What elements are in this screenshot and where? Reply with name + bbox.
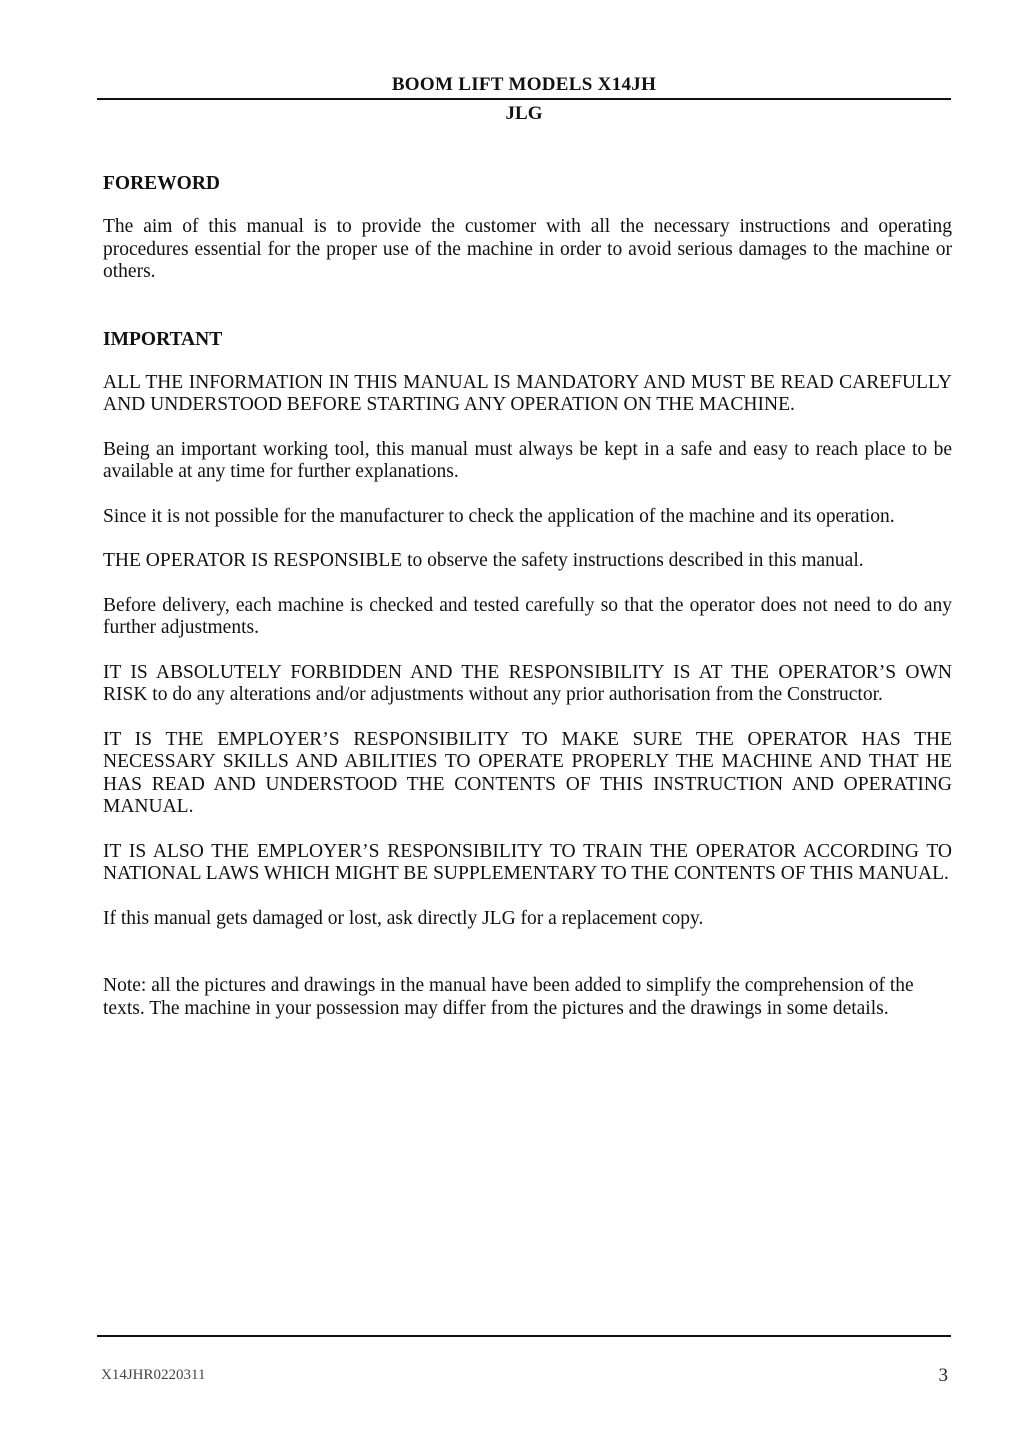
header-title: BOOM LIFT MODELS X14JH: [391, 74, 657, 95]
important-paragraph: THE OPERATOR IS RESPONSIBLE to observe the safety instructions described in this manual.: [103, 550, 864, 571]
page-number: 3: [938, 1365, 948, 1386]
important-paragraph: Since it is not possible for the manufacturer to check the application of the machine and its operation.: [103, 505, 895, 527]
foreword-heading: FOREWORD: [103, 173, 220, 194]
important-paragraph: IT IS THE EMPLOYER’S RESPONSIBILITY TO MAKE SURE THE OPERATOR HAS THE NECESSARY SKILLS AND ABILITIES TO OPERATE PROPERLY THE MACHINE AND THAT HE HAS READ AND UNDERSTOOD THE CONTENTS OF THIS INSTRUCTION AND OPERATING MANUAL.: [103, 728, 952, 817]
important-paragraph: ALL THE INFORMATION IN THIS MANUAL IS MANDATORY AND MUST BE READ CAREFULLY AND UNDERSTOOD BEFORE STARTING ANY OPERATION ON THE MACHINE.: [103, 371, 952, 415]
important-paragraph: Before delivery, each machine is checked and tested carefully so that the operator does not need to do any further adjustments.: [103, 594, 952, 638]
important-paragraph: If this manual gets damaged or lost, ask directly JLG for a replacement copy.: [103, 907, 704, 929]
important-paragraph: IT IS ABSOLUTELY FORBIDDEN AND THE RESPONSIBILITY IS AT THE OPERATOR’S OWN RISK to do any alterations and/or adjustments without any prior authorisation from the Constructor.: [103, 661, 952, 705]
footer-document-code: X14JHR0220311: [101, 1367, 206, 1383]
foreword-paragraph: The aim of this manual is to provide the customer with all the necessary instructions and operating procedures essential for the proper use of the machine in order to avoid serious damages to the machine or others.: [103, 216, 952, 282]
important-heading: IMPORTANT: [103, 328, 223, 350]
important-paragraph: Being an important working tool, this manual must always be kept in a safe and easy to reach place to be available at any time for further explanations.: [103, 438, 952, 482]
header-rule: [97, 98, 951, 100]
page-content: [103, 172, 952, 1020]
header-brand: JLG: [505, 103, 543, 124]
note-paragraph: Note: all the pictures and drawings in the manual have been added to simplify the comprehension of the texts. The machine in your possession may differ from the pictures and the drawings in some details.: [103, 975, 914, 1019]
footer-rule: [97, 1335, 951, 1337]
important-paragraph: IT IS ALSO THE EMPLOYER’S RESPONSIBILITY TO TRAIN THE OPERATOR ACCORDING TO NATIONAL LAWS WHICH MIGHT BE SUPPLEMENTARY TO THE CONTENTS OF THIS MANUAL.: [103, 840, 952, 884]
